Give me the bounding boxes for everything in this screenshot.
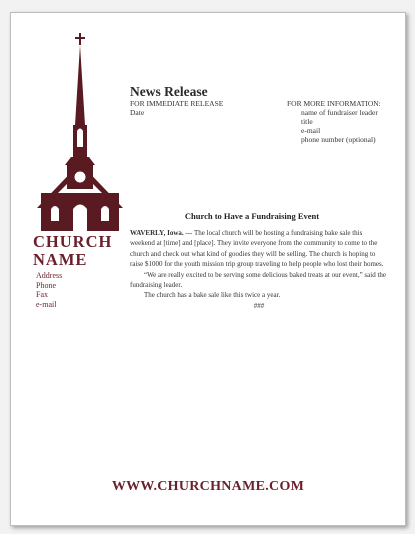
article-paragraph [130,228,388,270]
contact-phone: Phone [36,280,56,290]
church-steeple-icon [37,33,123,233]
article-dateline: WAVERLY, Iowa. [130,229,184,237]
more-info-heading: FOR MORE INFORMATION: [287,99,381,108]
contact-address: Address [36,271,63,280]
church-name-line2: NAME [33,250,88,269]
more-info-block [287,99,381,144]
website-link[interactable]: WWW.CHURCHNAME.COM [111,479,305,494]
news-release-title: News Release [130,84,208,99]
article-paragraph-text: --- The local church will be hosting a fundraising bake sale this weekend at [time] and [place]. They invite everyone from the community to come to the church and check out what kind of goodies they will be selling. The church is hoping to raise $1000 for the youth mission trip group traveling to help people who lost their homes. [130,229,384,269]
article-end-mark: ### [253,301,265,310]
more-info-line: name of fundraiser leader [301,108,378,117]
release-info [130,99,223,117]
contact-email: e-mail [36,299,57,309]
more-info-line: title [301,117,313,126]
church-name [33,233,123,269]
release-date: Date [130,108,145,117]
more-info-line: e-mail [301,126,321,135]
church-name-line1: CHURCH [33,232,113,251]
article-paragraph: The church has a bake sale like this twice a year. [144,291,281,300]
immediate-release-label: FOR IMMEDIATE RELEASE [130,99,224,108]
letterhead-page [10,12,406,526]
church-contact-block [36,271,62,309]
contact-fax: Fax [36,290,48,299]
article-headline: Church to Have a Fundraising Event [184,211,320,221]
article-paragraph: “We are really excited to be serving some delicious baked treats at our event,” said the fundraising leader. [130,270,387,290]
more-info-line: phone number (optional) [301,135,376,144]
article-body [130,228,388,311]
